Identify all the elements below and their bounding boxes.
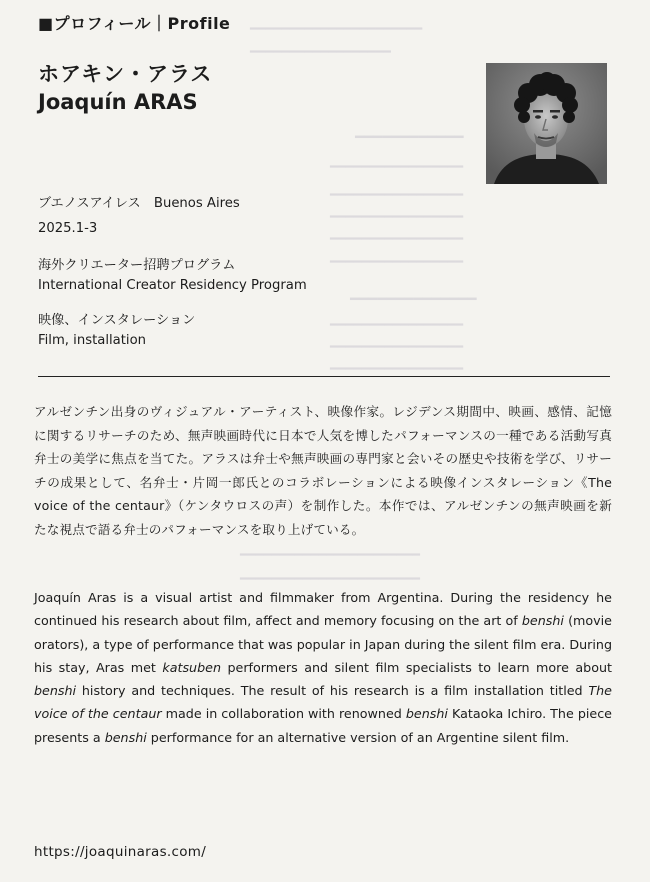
artist-name-english: Joaquín ARAS [38, 90, 198, 114]
program-japanese: 海外クリエーター招聘プログラム [38, 258, 236, 273]
term-benshi: benshi [405, 706, 448, 722]
artist-portrait-photo [486, 63, 607, 184]
residency-period: 2025.1-3 [38, 221, 98, 236]
work-title: The voice of the centaur [34, 683, 612, 722]
section-divider [38, 376, 610, 377]
biography-japanese: アルゼンチン出身のヴィジュアル・アーティスト、映像作家。レジデンス期間中、映画、感情、記憶に関するリサーチのため、無声映画時代に日本で人気を博したパフォーマンスの一種である活動写真弁士の美学に焦点を当てた。アラスは弁士や無声映画の専門家と会いその歴史や技術を学び、リサーチの成果として、名弁士・片岡一郎氏とのコラボレーションによる映像インスタレーション《The voice of the centaur》（ケンタウロスの声）を制作した。本作では、アルゼンチンの無声映画を新たな視点で語る弁士のパフォーマンスを取り上げている。 [34, 404, 612, 537]
term-benshi: benshi [521, 613, 564, 629]
profile-page: ━━━━━━━━━━━━━━━━━━━━━━ ━━━━━━━━━━━━━━━━━━ ━━━━━━━━━━━━ ━━━━━━━━━━━━━━━━━ ━━━━━━━━━━━━━━━━━ ━━━━━━━━━━━━━━━━━ ━━━━━━━━━━━━━━━━━ ━━━━━━━━━━━━━━━━━ ━━━━━━━━━━━━━━ ━━━━━━━━━━━━━━━━━ ━━━━━━━━━━━━━━━━━ ━━━━━━━━━━━━━━━━━ ━━━━━━━━━━━━━━━━━━━━━━━ ━━━━━━━━━━━━━━━━━━━━━━━ ■プロフィール｜Profile ホアキン・アラス Joaquín ARAS ブエノスアイレス Buenos Aires 2025.1-3 海外クリエーター招聘プログラム International Creator Residency Program 映像、インスタレーション Film, installation アルゼンチン出身のヴィジュアル・アーティスト、映像作家。レジデンス期間中、映画、感情、記憶に関するリサーチのため、無声映画時代に日本で人気を博したパフォーマンスの一種である活動写真弁士の美学に焦点を当てた。アラスは弁士や無声映画の専門家と会いその歴史や技術を学び、リサーチの成果として、名弁士・片岡一郎氏とのコラボレーションによる映像インスタレーション《The voice of the centaur》（ケンタウロスの声）を制作した。本作では、アルゼンチンの無声映画を新たな視点で語る弁士のパフォーマンスを取り上げている。 Joaquín Aras is a visual artist and filmmaker from Argentina. During the residency he continued his research about film, affect and memory focusing on the art of benshi (movie orators), a type of performance that was popular in Japan during the silent film era. During his stay, Aras met katsuben performers and silent film specialists to learn more about benshi history and techniques. The result of his research is a film installation titled The voice of the centaur made in collaboration with renowned benshi Kataoka Ichiro. The piece presents a benshi performance for an alternative version of an Argentine silent film. https://joaquinaras.com/ [0, 0, 650, 882]
biography-english: Joaquín Aras is a visual artist and filmmaker from Argentina. During the residency he continued his research about film, affect and memory focusing on the art of benshi (movie orators), a type of performance that was popular in Japan during the silent film era. During his stay, Aras met katsuben performers and silent film specialists to learn more about benshi history and techniques. The result of his research is a film installation titled The voice of the centaur made in collaboration with renowned benshi Kataoka Ichiro. The piece presents a benshi performance for an alternative version of an Argentine silent film. [34, 590, 612, 745]
term-benshi: benshi [104, 729, 147, 745]
section-header: ■プロフィール｜Profile [38, 14, 231, 33]
location: ブエノスアイレス Buenos Aires [38, 196, 240, 211]
term-benshi: benshi [34, 683, 77, 699]
artist-website-link[interactable]: https://joaquinaras.com/ [34, 844, 207, 860]
program-english: International Creator Residency Program [38, 278, 307, 293]
field-english: Film, installation [38, 333, 146, 348]
field-japanese: 映像、インスタレーション [38, 313, 196, 328]
term-katsuben: katsuben [162, 659, 221, 675]
artist-name-japanese: ホアキン・アラス [38, 62, 213, 86]
